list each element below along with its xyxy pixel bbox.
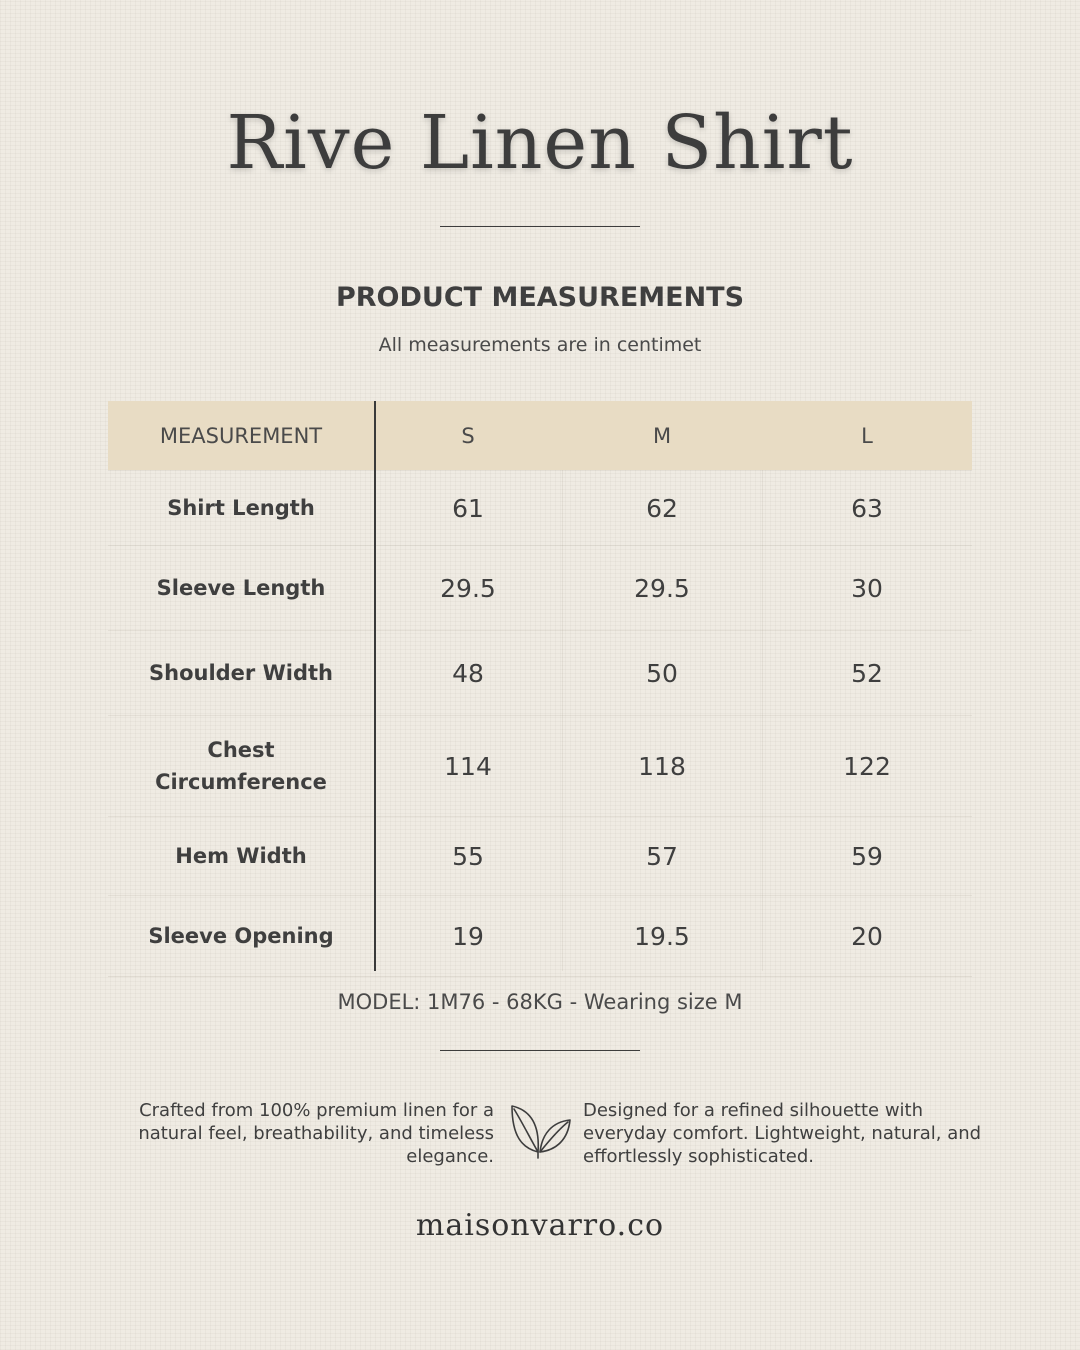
header-size-s: S: [461, 423, 475, 448]
section-subtitle: All measurements are in centimet: [378, 334, 702, 356]
leaf-icon: [508, 1100, 572, 1160]
feature-text-right: Designed for a refined silhouette with everyday comfort. Lightweight, natural, and effortlessly sophisticated.: [583, 1100, 982, 1167]
table-row: [108, 816, 972, 895]
row-label: Chest Circumference: [155, 738, 327, 794]
table-bottom-border: [108, 976, 972, 977]
cell-value: 20: [851, 921, 883, 951]
cell-value: 122: [843, 751, 891, 781]
column-divider: [762, 470, 763, 971]
row-label: Sleeve Opening: [148, 924, 334, 948]
table-row: [108, 630, 972, 715]
cell-value: 29.5: [634, 573, 690, 603]
brand-website: maisonvarro.co: [415, 1208, 665, 1243]
cell-value: 63: [851, 493, 883, 523]
row-label: Sleeve Length: [156, 576, 326, 600]
cell-value: 48: [452, 658, 484, 688]
cell-value: 61: [452, 493, 484, 523]
cell-value: 52: [851, 658, 883, 688]
table-row: [108, 545, 972, 630]
table-row: [108, 470, 972, 545]
cell-value: 55: [452, 841, 484, 871]
cell-value: 57: [646, 841, 678, 871]
row-label: Shoulder Width: [149, 661, 333, 685]
cell-value: 29.5: [440, 573, 496, 603]
column-divider: [562, 470, 563, 971]
row-label: Hem Width: [175, 844, 307, 868]
cell-value: 19.5: [634, 921, 690, 951]
header-size-l: L: [861, 423, 873, 448]
cell-value: 50: [646, 658, 678, 688]
model-info: MODEL: 1M76 - 68KG - Wearing size M: [337, 990, 743, 1014]
cell-value: 118: [638, 751, 686, 781]
cell-value: 59: [851, 841, 883, 871]
product-title: Rive Linen Shirt: [226, 100, 854, 186]
section-heading: PRODUCT MEASUREMENTS: [335, 282, 745, 313]
cell-value: 19: [452, 921, 484, 951]
bottom-divider: [440, 1050, 640, 1051]
header-measurement: MEASUREMENT: [159, 423, 323, 448]
table-row: [108, 895, 972, 976]
top-divider: [440, 226, 640, 227]
header-size-m: M: [652, 423, 672, 448]
table-header: [108, 401, 972, 470]
cell-value: 30: [851, 573, 883, 603]
cell-value: 114: [444, 751, 492, 781]
measurement-table: [108, 401, 972, 977]
row-label: Shirt Length: [167, 496, 315, 520]
feature-text-left: Crafted from 100% premium linen for a natural feel, breathability, and timeless elegance.: [138, 1100, 494, 1167]
table-row: [108, 715, 972, 816]
label-column-divider: [374, 401, 376, 971]
cell-value: 62: [646, 493, 678, 523]
